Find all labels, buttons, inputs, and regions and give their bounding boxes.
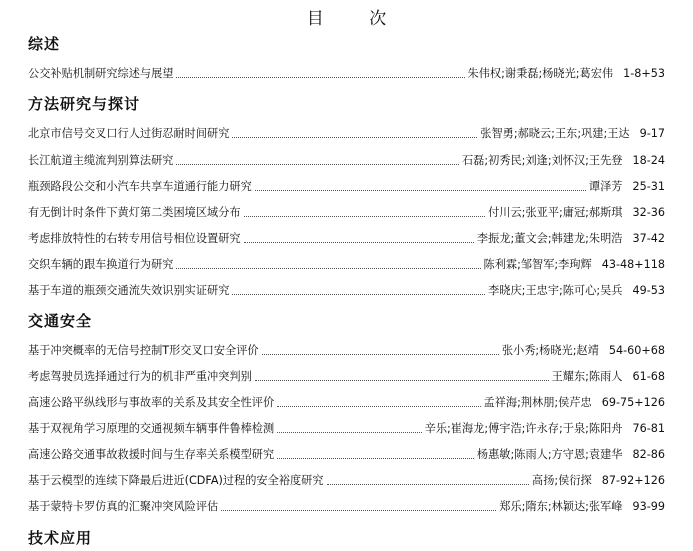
entry-pages: 9-17: [639, 127, 665, 140]
entry-pages: 54-60+68: [608, 344, 665, 357]
toc-title: 目 次: [306, 9, 407, 29]
entry-title: 基于冲突概率的无信号控制T形交叉口安全评价: [28, 344, 259, 357]
entry-pages: 69-75+126: [601, 396, 665, 409]
dot-leader: [262, 354, 499, 355]
dot-leader: [277, 406, 480, 407]
entry-title: 高速公路平纵线形与事故率的关系及其安全性评价: [28, 396, 275, 409]
entry-authors: 郑乐;隋东;林颖达;张军峰: [499, 500, 623, 513]
entry-authors: 付川云;张亚平;庸冠;郝斯琪: [488, 206, 623, 219]
dot-leader: [221, 510, 496, 511]
entry-title: 基于双视角学习原理的交通视频车辆事件鲁棒检测: [28, 422, 275, 435]
toc-entry[interactable]: [28, 281, 665, 299]
toc-entry[interactable]: [28, 124, 665, 142]
section-heading-applications: 技术应用: [28, 529, 93, 547]
toc-entry[interactable]: [28, 419, 665, 437]
toc-entry[interactable]: [28, 445, 665, 463]
section-heading-safety: 交通安全: [28, 312, 93, 330]
toc-entry[interactable]: [28, 471, 665, 489]
entry-authors: 杨惠敏;陈雨人;方守恩;袁建华: [476, 448, 623, 461]
entry-pages: 32-36: [632, 206, 665, 219]
entry-title: 有无倒计时条件下黄灯第二类困境区域分布: [28, 206, 241, 219]
entry-authors: 陈利霖;邹智军;李珣辉: [483, 258, 592, 271]
entry-title: 基于云模型的连续下降最后进近(CDFA)过程的安全裕度研究: [28, 474, 324, 487]
entry-pages: 87-92+126: [601, 474, 665, 487]
toc-entry[interactable]: [28, 341, 665, 359]
entry-pages: 82-86: [632, 448, 665, 461]
section-heading-review: 综述: [28, 35, 61, 53]
dot-leader: [277, 458, 474, 459]
entry-pages: 93-99: [632, 500, 665, 513]
entry-authors: 谭泽芳: [588, 180, 623, 193]
entry-title: 长江航道主缆流判别算法研究: [28, 154, 174, 167]
entry-title: 北京市信号交叉口行人过街忍耐时间研究: [28, 127, 230, 140]
dot-leader: [232, 137, 477, 138]
toc-entry[interactable]: [28, 229, 665, 247]
dot-leader: [176, 268, 480, 269]
entry-pages: 49-53: [632, 284, 665, 297]
dot-leader: [255, 190, 586, 191]
section-heading-methods: 方法研究与探讨: [28, 95, 141, 113]
entry-pages: 37-42: [632, 232, 665, 245]
toc-entry[interactable]: [28, 151, 665, 169]
entry-pages: 25-31: [632, 180, 665, 193]
entry-title: 交织车辆的跟车换道行为研究: [28, 258, 174, 271]
dot-leader: [244, 242, 474, 243]
toc-entry[interactable]: [28, 177, 665, 195]
entry-title: 公交补贴机制研究综述与展望: [28, 67, 174, 80]
dot-leader: [176, 164, 459, 165]
entry-title: 考虑排放特性的右转专用信号相位设置研究: [28, 232, 241, 245]
entry-pages: 43-48+118: [601, 258, 665, 271]
toc-entry[interactable]: [28, 393, 665, 411]
toc-entry[interactable]: [28, 497, 665, 515]
toc-entry[interactable]: [28, 64, 665, 82]
entry-pages: 18-24: [632, 154, 665, 167]
entry-title: 高速公路交通事故救援时间与生存率关系模型研究: [28, 448, 275, 461]
entry-pages: 61-68: [632, 370, 665, 383]
entry-title: 基于车道的瓶颈交通流失效识别实证研究: [28, 284, 230, 297]
dot-leader: [327, 484, 530, 485]
entry-authors: 张小秀;杨晓光;赵靖: [501, 344, 599, 357]
toc-entry[interactable]: [28, 255, 665, 273]
dot-leader: [244, 216, 486, 217]
entry-authors: 孟祥海;荆林朋;侯芹忠: [483, 396, 592, 409]
entry-authors: 高扬;侯衍探: [532, 474, 592, 487]
entry-pages: 76-81: [632, 422, 665, 435]
entry-authors: 王耀东;陈雨人: [551, 370, 623, 383]
entry-authors: 张智勇;郝晓云;王东;巩建;王达: [480, 127, 630, 140]
entry-pages: 1-8+53: [623, 67, 665, 80]
toc-entry[interactable]: [28, 367, 665, 385]
entry-authors: 朱伟权;谢秉磊;杨晓光;葛宏伟: [467, 67, 614, 80]
dot-leader: [255, 380, 549, 381]
dot-leader: [176, 77, 464, 78]
entry-authors: 辛乐;崔海龙;傅宇浩;许永存;于泉;陈阳舟: [424, 422, 623, 435]
dot-leader: [277, 432, 421, 433]
entry-authors: 李晓庆;王忠宇;陈可心;吴兵: [488, 284, 623, 297]
entry-title: 瓶颈路段公交和小汽车共享车道通行能力研究: [28, 180, 252, 193]
dot-leader: [232, 294, 485, 295]
entry-authors: 石磊;初秀民;刘逢;刘怀汉;王先登: [461, 154, 623, 167]
entry-authors: 李振龙;董文会;韩建龙;朱明浩: [476, 232, 623, 245]
entry-title: 基于蒙特卡罗仿真的汇聚冲突风险评估: [28, 500, 219, 513]
entry-title: 考虑驾驶员选择通过行为的机非严重冲突判别: [28, 370, 252, 383]
toc-entry[interactable]: [28, 203, 665, 221]
